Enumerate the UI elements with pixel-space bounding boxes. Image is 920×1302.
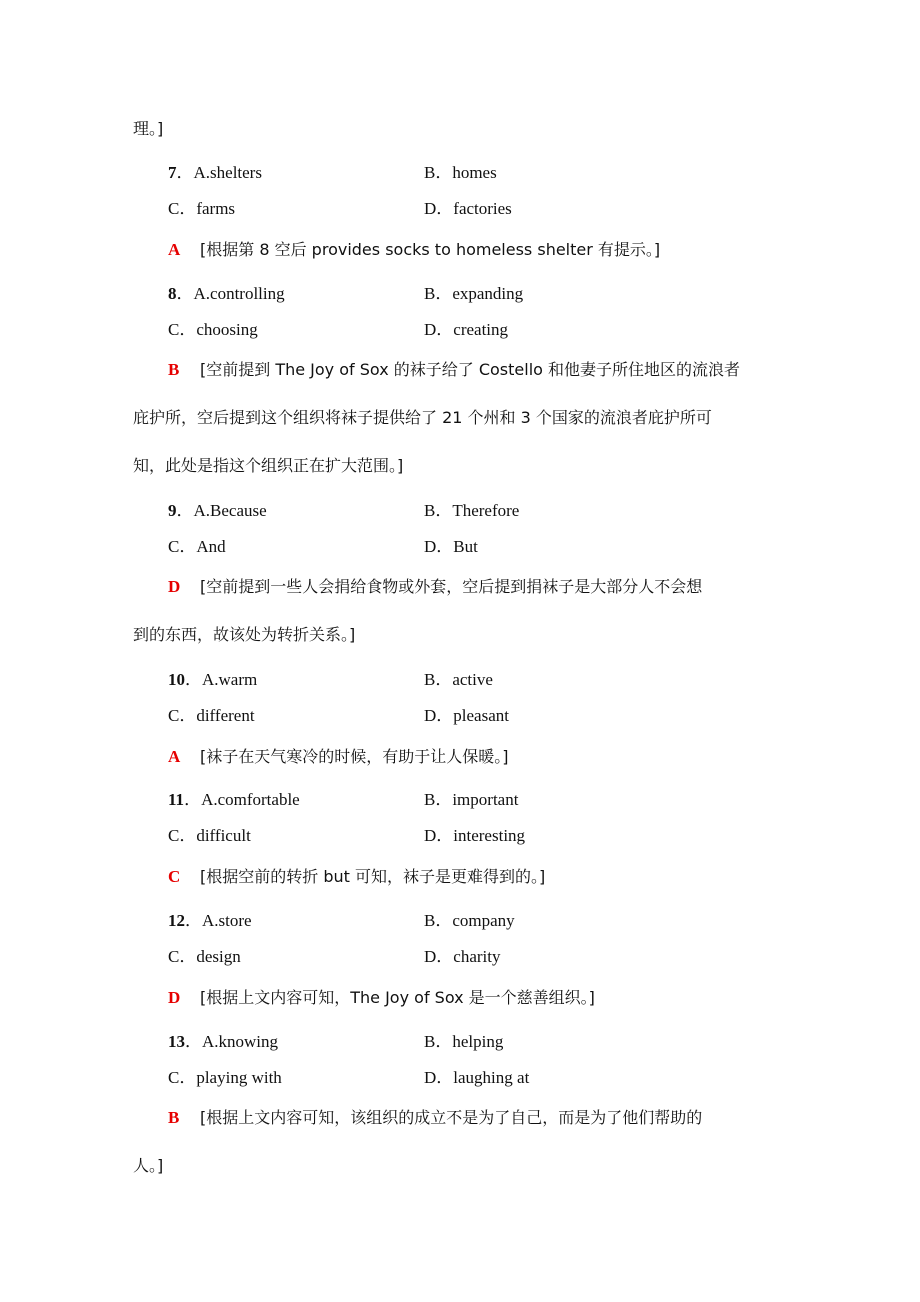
explanation-text: [空前提到 The Joy of Sox 的袜子给了 Costello 和他妻子所住地区的流浪者 xyxy=(200,360,741,379)
option-a: A.controlling xyxy=(193,284,285,303)
question-number: 13 xyxy=(168,1032,185,1051)
option-d: D．factories xyxy=(424,199,512,218)
option-c: C．different xyxy=(168,706,255,725)
explanation-text: [袜子在天气寒冷的时候，有助于让人保暖。] xyxy=(200,747,509,766)
option-a: A.store xyxy=(202,911,252,930)
option-a: A.warm xyxy=(202,670,258,689)
number-separator: ． xyxy=(176,163,194,182)
number-separator: ． xyxy=(184,790,202,809)
explanation-text: [空前提到一些人会捐给食物或外套，空后提到捐袜子是大部分人不会想 xyxy=(200,577,703,596)
option-d: D．charity xyxy=(424,947,501,966)
option-b: B．expanding xyxy=(424,284,524,303)
option-c: C．And xyxy=(168,537,226,556)
option-c: C．design xyxy=(168,947,241,966)
question-number: 10 xyxy=(168,670,185,689)
answer-letter: C xyxy=(168,867,181,886)
answer-explanation xyxy=(168,240,660,260)
answer-letter: B xyxy=(168,1108,180,1127)
explanation-continuation: 人。] xyxy=(133,1156,164,1175)
answer-explanation xyxy=(168,747,509,767)
option-c: C．difficult xyxy=(168,826,251,845)
option-c: C．farms xyxy=(168,199,236,218)
number-separator: ． xyxy=(176,501,194,520)
answer-letter: A xyxy=(168,240,181,259)
option-d: D．pleasant xyxy=(424,706,509,725)
option-b: B．helping xyxy=(424,1032,504,1051)
explanation-text: [根据第 8 空后 provides socks to homeless shelter 有提示。] xyxy=(200,240,661,259)
option-b: B．active xyxy=(424,670,493,689)
option-b: B．Therefore xyxy=(424,501,520,520)
number-separator: ． xyxy=(185,670,202,689)
answer-explanation xyxy=(168,867,545,887)
explanation-continuation: 庇护所，空后提到这个组织将袜子提供给了 21 个州和 3 个国家的流浪者庇护所可 xyxy=(133,408,712,427)
question-number: 12 xyxy=(168,911,185,930)
question-number: 11 xyxy=(168,790,185,809)
explanation-continuation: 到的东西，故该处为转折关系。] xyxy=(133,625,356,644)
answer-explanation xyxy=(168,1108,702,1128)
number-separator: ． xyxy=(176,284,194,303)
option-a: A.Because xyxy=(193,501,267,520)
option-c: C．playing with xyxy=(168,1068,282,1087)
option-c: C．choosing xyxy=(168,320,258,339)
explanation-continuation: 知，此处是指这个组织正在扩大范围。] xyxy=(133,456,404,475)
option-d: D．creating xyxy=(424,320,509,339)
answer-letter: B xyxy=(168,360,180,379)
option-a: A.knowing xyxy=(202,1032,279,1051)
answer-explanation xyxy=(168,360,740,380)
leading-fragment: 理。] xyxy=(133,119,164,138)
option-d: D．interesting xyxy=(424,826,526,845)
answer-letter: D xyxy=(168,577,181,596)
option-b: B．important xyxy=(424,790,519,809)
option-a: A.shelters xyxy=(193,163,262,182)
option-b: B．homes xyxy=(424,163,497,182)
option-d: D．But xyxy=(424,537,478,556)
explanation-text: [根据空前的转折 but 可知，袜子是更难得到的。] xyxy=(200,867,546,886)
explanation-text: [根据上文内容可知，The Joy of Sox 是一个慈善组织。] xyxy=(200,988,595,1007)
question-number: 9 xyxy=(168,501,177,520)
explanation-text: [根据上文内容可知，该组织的成立不是为了自己，而是为了他们帮助的 xyxy=(200,1108,703,1127)
option-d: D．laughing at xyxy=(424,1068,530,1087)
option-b: B．company xyxy=(424,911,515,930)
answer-explanation xyxy=(168,577,702,597)
option-a: A.comfortable xyxy=(201,790,300,809)
number-separator: ． xyxy=(185,911,202,930)
answer-letter: D xyxy=(168,988,181,1007)
answer-letter: A xyxy=(168,747,181,766)
question-number: 7 xyxy=(168,163,177,182)
answer-explanation xyxy=(168,988,595,1008)
question-number: 8 xyxy=(168,284,177,303)
number-separator: ． xyxy=(185,1032,202,1051)
